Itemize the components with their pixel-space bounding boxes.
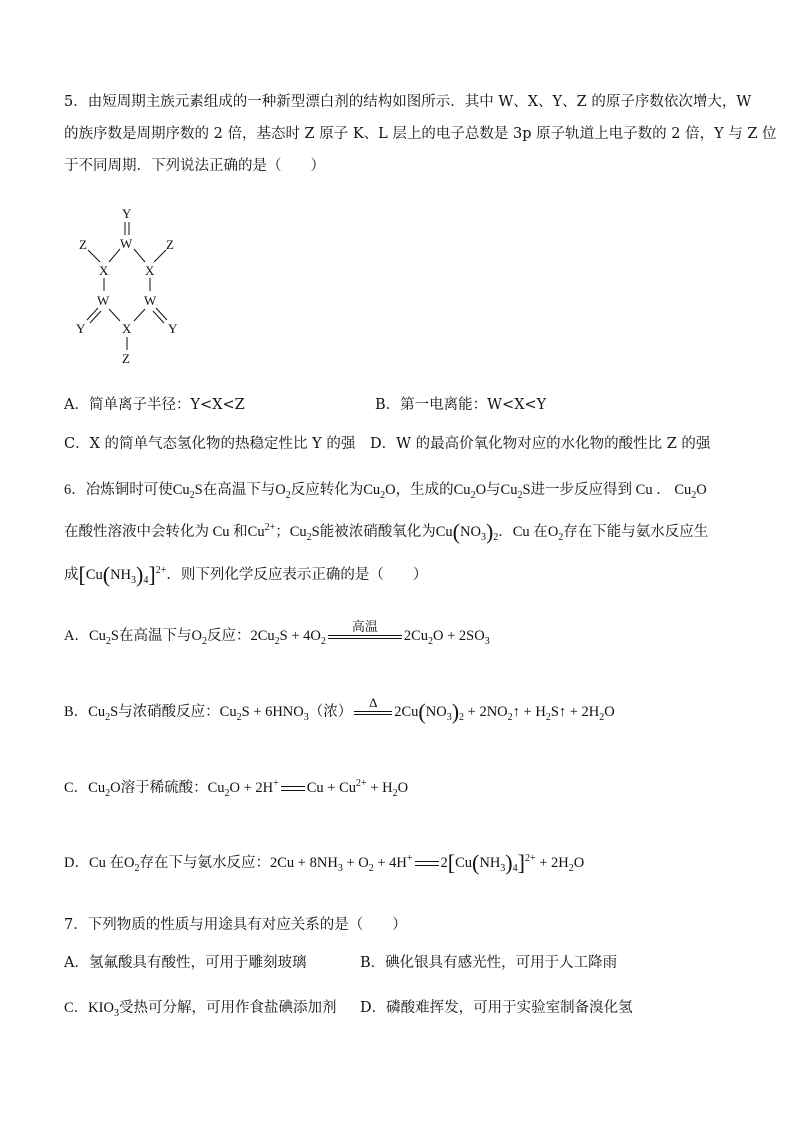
atom-x-bottom: X [122,321,132,336]
condition-high-temp: 高温 [351,618,378,634]
atom-w-top: W [120,236,133,251]
q6-option-a[interactable]: A．$Cu_2S$在高温下与$O_2$反应：$2Cu_2S + 4O_2$ 高温 $2Cu_2O + 2SO_3$ [64,618,490,647]
atom-w-lower-left: W [97,293,110,308]
q6-option-d[interactable]: D．Cu 在$O_2$存在下与氨水反应：$2Cu + 8NH_3 + O_2 + 4H^+$ $2[Cu(NH_3)_4]^{2+} + 2H_2O$ [64,850,585,875]
atom-y-top: Y [122,206,132,221]
q7-option-d[interactable]: D．磷酸难挥发，可用于实验室制备溴化氢 [360,1000,633,1016]
q6-option-c[interactable]: C．$Cu_2O$溶于稀硫酸：$Cu_2O + 2H^+$ $Cu + Cu^{2+} + H_2O$ [64,778,409,799]
q5-stem-line3: 于不同周期．下列说法正确的是（ ） [64,158,325,174]
q5-stem-line1: 5．由短周期主族元素组成的一种新型漂白剂的结构如图所示．其中 W、X、Y、Z 的原子序数依次增大，W [64,94,752,110]
q5-option-c[interactable]: C．X 的简单气态氢化物的热稳定性比 Y 的强 [64,436,356,452]
q6-stem-line3: 成$[Cu(NH_3)_4]^{2+}$．则下列化学反应表示正确的是（ ） [64,562,428,587]
q5-option-b[interactable]: B．第一电离能：W<X<Y [375,397,547,413]
q7-option-b[interactable]: B．碘化银具有感光性，可用于人工降雨 [360,955,618,971]
atom-w-lower-right: W [144,293,157,308]
atom-x-upper-right: X [145,263,155,278]
q5-structure-diagram [70,205,190,370]
atom-y-lower-right: Y [168,321,178,336]
atom-z-upper-left: Z [79,237,87,252]
atom-y-lower-left: Y [76,321,86,336]
q5-stem-line2: 的族序数是周期序数的 2 倍，基态时 Z 原子 K、L 层上的电子总数是 3p 原子轨道上电子数的 2 倍，Y 与 Z 位 [64,126,777,142]
q6-stem-line1: 6．冶炼铜时可使$Cu_2S$在高温下与$O_2$反应转化为$Cu_2O$，生成的$Cu_2O$与$Cu_2S$进一步反应得到 Cu ． $Cu_2O$ [64,482,707,501]
atom-z-upper-right: Z [166,237,174,252]
q7-option-c[interactable]: C．$KIO_3$受热可分解，可用作食盐碘添加剂 [64,1000,337,1019]
q6-option-b[interactable]: B．$Cu_2S$与浓硝酸反应：$Cu_2S + 6HNO_3$（浓） Δ $2Cu(NO_3)_2$ + $2NO_2↑$ + $H_2S↑ + 2H_2O$ [64,694,615,724]
q7-stem: 7．下列物质的性质与用途具有对应关系的是（ ） [64,917,407,933]
q5-option-a[interactable]: A．简单离子半径：Y<X<Z [64,397,245,413]
q6-stem-line2: 在酸性溶液中会转化为 Cu 和$Cu^{2+}$；$Cu_2S$能被浓硝酸氧化为$Cu(NO_3)_2$．Cu 在$O_2$存在下能与氨水反应生 [64,519,709,544]
q7-option-a[interactable]: A．氢氟酸具有酸性，可用于雕刻玻璃 [64,955,307,971]
atom-x-upper-left: X [99,263,109,278]
condition-heat: Δ [369,694,378,710]
q5-option-d[interactable]: D．W 的最高价氧化物对应的水化物的酸性比 Z 的强 [370,436,711,452]
atom-z-bottom: Z [122,351,130,366]
